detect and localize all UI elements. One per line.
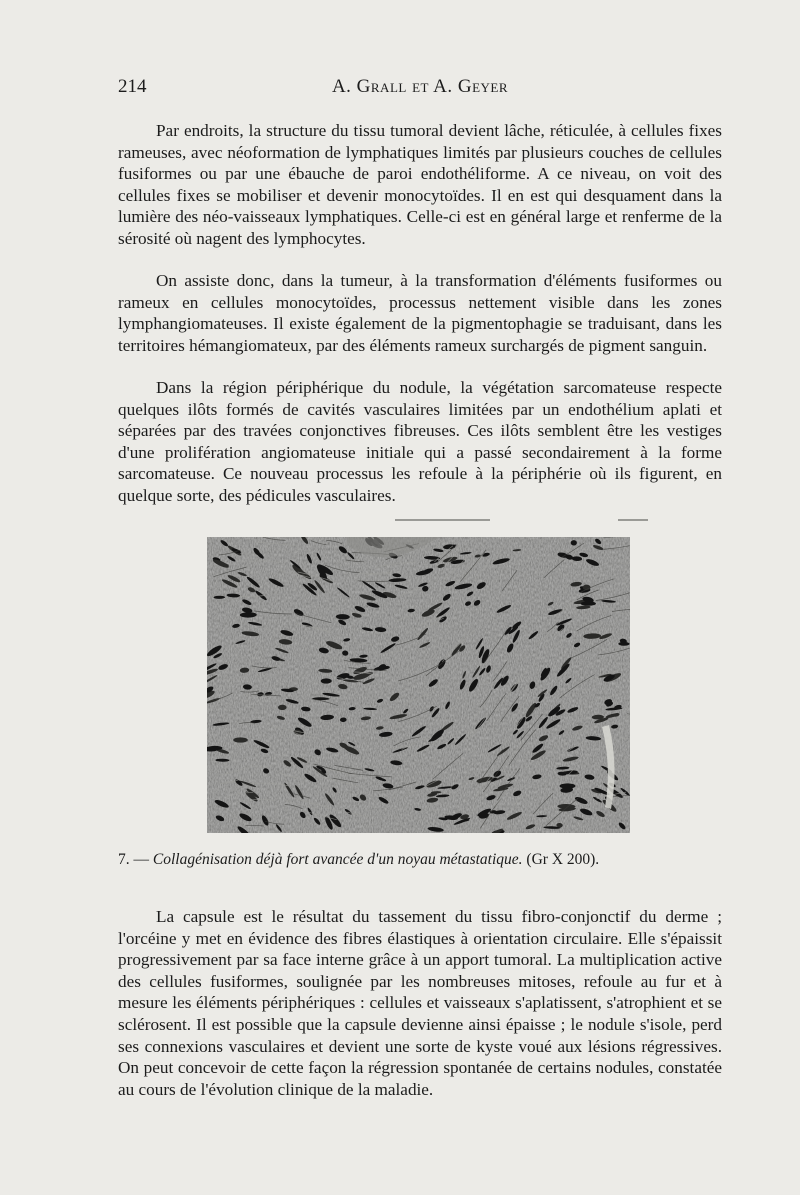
paragraph: On assiste donc, dans la tumeur, à la transformation d'éléments fusiformes ou rameux en cellules monocytoïdes, processus nettement visible dans les zones lymphangiomateuses. Il existe également de la pigmentophagie se traduisant, dans les territoires hémangiomateux, par des éléments rameux surchargés de pigment sanguin. [118, 271, 722, 355]
micrograph-figure [207, 537, 630, 833]
page-number: 214 [118, 76, 147, 97]
paragraph: La capsule est le résultat du tassement du tissu fibro-conjonctif du derme ; l'orcéine y met en évidence des fibres élastiques à orientation circulaire. Elle s'épaissit progressivement par sa face interne grâce à un apport tumoral. La multiplication active des cellules fusiformes, soulignée par les nombreuses mitoses, refoule au fur et à mesure les éléments périphériques : cellules et vaisseaux s'aplatissent, s'atrophient et se sclérosent. Il est possible que la capsule devienne ainsi épaisse ; le nodule s'isole, perd ses connexions vasculaires et devient une sorte de kyste voué aux lésions régressives. On peut concevoir de cette façon la régression spontanée de certains nodules, constatée au cours de l'évolution clinique de la maladie. [118, 907, 722, 1099]
print-artifact-line [395, 519, 490, 521]
paragraph: Dans la région périphérique du nodule, la végétation sarcomateuse respecte quelques ilôts formés de cavités vasculaires limitées par un endothélium aplati et séparées par des travées conjonctives fibreuses. Ces ilôts semblent être les vestiges d'une prolifération angiomateuse initiale qui a passé secondairement à la forme sarcomateuse. Ce nouveau processus les refoule à la périphérie où ils figurent, en quelque sorte, des pédicules vasculaires. [118, 378, 722, 505]
magnification: (Gr X 200). [526, 851, 600, 868]
page-header [118, 76, 722, 104]
figure-number: 7. — [118, 851, 149, 868]
figure-caption [118, 850, 728, 870]
paragraph: Par endroits, la structure du tissu tumoral devient lâche, réticulée, à cellules fixes rameuses, avec néoformation de lymphatiques limités par plusieurs couches de cellules fusiformes ou par une ébauche de paroi endothéliforme. A ce niveau, on voit des cellules fixes se mobiliser et devenir monocytoïdes. Il en est qui desquament dans la lumière des néo-vaisseaux lymphatiques. Celle-ci est en général large et renferme de la sérosité où nagent des lymphocytes. [118, 121, 722, 248]
running-head: A. Grall et A. Geyer [331, 76, 509, 97]
print-artifact-line [618, 519, 648, 521]
caption-text: Collagénisation déjà fort avancée d'un noyau métastatique. [152, 851, 523, 868]
micrograph-image [207, 537, 630, 833]
